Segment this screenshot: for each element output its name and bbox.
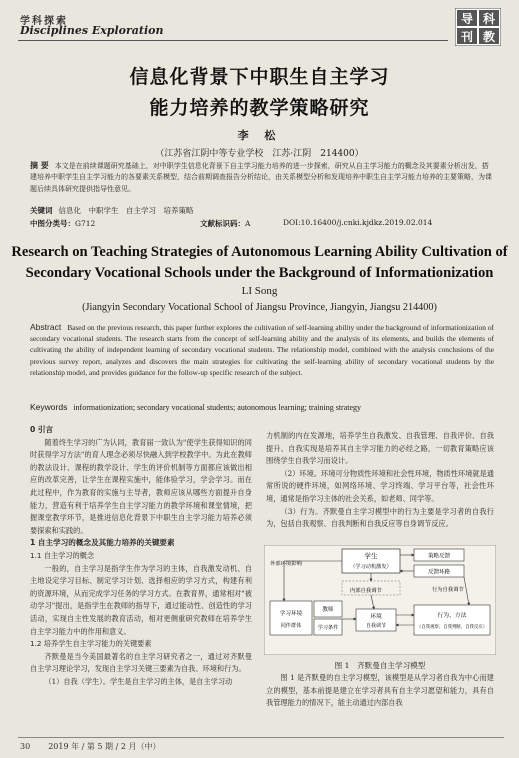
title-en-line2: Secondary Vocational Schools under the Background of Informationization <box>25 265 494 281</box>
svg-text:行为、方法: 行为、方法 <box>437 613 467 619</box>
title-cn-line1: 信息化背景下中职生自主学习 <box>129 66 390 88</box>
external-env-label: 外部环境影响 <box>270 561 302 567</box>
svg-text:反馈环路: 反馈环路 <box>427 569 451 576</box>
section-heading: 0 引言 <box>30 425 54 434</box>
internal-label: 内部自我调节 <box>350 588 382 594</box>
column-name-en: Disciplines Exploration <box>20 24 164 37</box>
logo-char-2: 科 <box>482 12 496 26</box>
paragraph: （2）环境。环境可分物质性环境和社会性环境，物质性环境就是通常所说的硬件环境，如网络环境、学习终端、学习平台等，社会性环境，通常是指学习主体的社会关系，如老师、同学等。 <box>266 468 494 503</box>
paragraph: 图 1 是齐默曼的自主学习模型，该模型是从学习者自我为中心而建立的模型，基本前提是建立在学习者具有自主学习愿望和能力，具有自我管理能力的情况下，能主动通过内部自我 <box>266 673 494 708</box>
student-sub-label: （学习动机激发） <box>350 564 392 570</box>
keywords-en <box>30 402 494 412</box>
affiliation-en: (Jiangyin Secondary Vocational School of Jiangsu Province, Jiangyin, Jiangsu 214400) <box>82 302 437 313</box>
header-rule <box>18 40 448 41</box>
svg-text:环境: 环境 <box>370 614 382 620</box>
title-en-line1: Research on Teaching Strategies of Autonomous Learning Ability Cultivation of <box>11 244 508 260</box>
title-cn-line2: 能力培养的教学策略研究 <box>149 97 370 119</box>
doi: DOI:10.16400/j.cnki.kjdkz.2019.02.014 <box>283 218 433 227</box>
author-cn: 李 松 <box>237 129 282 142</box>
paragraph: 随着终生学习的广为认同，教育届一致认为"使学生获得知识的同时获得学习方法"的育人理念必须尽快融入到学校教学中。为此在教师的教法设计、课程的教学设计、学生的评价机制等方面都应该做出相应的改革完善，让学生在课程实施中，能体验学习，学会学习。而在此过程中，作为教育的实施与主导者，教师应该从哪些方面提升自身能力，营造有利于培养学生自主学习能力的教学环境和课堂情境，把握课堂教学环节，是推进信息化背景下中职生自主学习能力培养必须要探索和实践的。 <box>30 437 252 535</box>
keywords-cn <box>30 205 492 216</box>
abstract-en-label: Abstract <box>30 322 62 332</box>
abstract-en <box>30 322 494 378</box>
svg-text:教师: 教师 <box>322 607 334 613</box>
body-left-column <box>30 424 252 688</box>
action-label: 行为自我调节 <box>432 587 464 593</box>
subsection-heading: 1.2 培养学生自主学习能力的关键要素 <box>30 639 152 649</box>
zimmerman-model-figure <box>264 545 496 655</box>
paragraph: 力机制的内在发源地，培养学生自我激发、自我管理、自我评价、自我提升、自我实现是培养其自主学习能力的必经之路，一切教育策略应该围绕学生自我学习而设计。 <box>266 431 494 466</box>
author-en: LI Song <box>241 285 278 297</box>
classification-number: 中图分类号：G712 <box>30 219 96 228</box>
svg-text:同伴群体: 同伴群体 <box>280 623 302 629</box>
subsection-heading: 1.1 自主学习的概念 <box>30 550 95 560</box>
learning-env-node <box>270 601 312 635</box>
paragraph: （1）自我（学生）。学生是自主学习的主体，是自主学习动 <box>44 676 233 686</box>
svg-text:自我调节: 自我调节 <box>365 623 387 629</box>
svg-text:学习环境: 学习环境 <box>279 611 303 617</box>
svg-text:（自我观察、自我判断、自我反应）: （自我观察、自我判断、自我反应） <box>416 625 488 630</box>
paragraph: 一般的，自主学习是指学生作为学习的主体，自我激发动机、自主地设定学习目标、制定学习计划、选择相应的学习方式，构建有利的资源环境，从而完成学习任务的学习方式。在教育界，通常相对"被动学习"提出，是指学生在教师的指导下，通过能动性、创造性的学习活动，实现自主性发展的教育活动，相对更侧重研究教师在培养学生自主学习能力中的作用和意义。 <box>30 563 252 636</box>
figure-caption: 图 1 齐默曼自主学习模型 <box>334 661 426 670</box>
keywords-en-label: Keywords <box>30 402 68 412</box>
abstract-cn <box>30 160 492 195</box>
keywords-cn-text: 信息化 中职学生 自主学习 培养策略 <box>58 206 194 215</box>
issue-info: 2019 年 / 第 5 期 / 2 月（中） <box>48 742 161 751</box>
student-label: 学生 <box>364 552 378 560</box>
journal-logo-icon <box>455 8 501 46</box>
paragraph: （3）行为。齐默曼自主学习模型中的行为主要是学习者的自我行为，包括自我观察、自我判断和自我反应等自身调节反应。 <box>266 506 494 529</box>
logo-char-3: 刊 <box>460 30 474 44</box>
page-number: 30 <box>20 742 31 751</box>
logo-char-4: 教 <box>482 30 496 44</box>
keywords-cn-label: 关键词 <box>30 206 53 215</box>
section-heading: 1 自主学习的概念及其能力培养的关键要素 <box>30 538 175 548</box>
svg-text:策略反馈: 策略反馈 <box>427 553 451 560</box>
affiliation-cn: （江苏省江阴中等专业学校 江苏·江阴 214400） <box>155 149 364 159</box>
behavior-node <box>414 605 490 635</box>
paragraph: 齐默曼是当今美国最著名的自主学习研究者之一，通过对齐默曼自主学习理论学习，发现自主学习关键三要素为自我、环境和行为。 <box>30 651 252 674</box>
keywords-en-text: informationization; secondary vocational students; autonomous learning; training strategy <box>73 403 362 412</box>
body-right-column-bottom <box>266 672 494 710</box>
logo-char-1: 导 <box>460 12 474 26</box>
literature-code: 文献标识码：A <box>200 219 251 228</box>
abstract-cn-text: 本文是在前续课题研究基础上，对中职学生信息化背景下自主学习能力培养的进一步探索，研究从自主学习能力的概念及其要素分析出发，搭建培养中职学生自主学习能力的各要素关系模型，结合前期调查报告分析结论，由关系模型分析和发现培养中职生自主学习能力培养的主要策略，为课题后续具体研究提供指导性意见。 <box>30 162 492 193</box>
abstract-cn-label: 摘 要 <box>30 160 49 170</box>
footer-rule <box>18 737 504 738</box>
abstract-en-text: Based on the previous research, this paper further explores the cultivation of self-learning ability under the background of informationization of secondary vocational students. The research starts from the concept of self-learning ability and the analysis of its elements, and builds the elements of cultivating the ability of independent learning of secondary vocational students. The relationship model, combined with the analysis conclusions of the previous survey report, analyzes and discovers the main strategies for cultivating the self-learning ability of secondary vocational students by the relationship model, and provides guidance for the follow-up specific research of the subject. <box>30 323 494 377</box>
svg-text:学习条件: 学习条件 <box>317 625 339 631</box>
column-name-cn: 学科探索 <box>20 16 68 27</box>
page-footer <box>20 741 160 752</box>
body-right-column <box>266 430 494 531</box>
